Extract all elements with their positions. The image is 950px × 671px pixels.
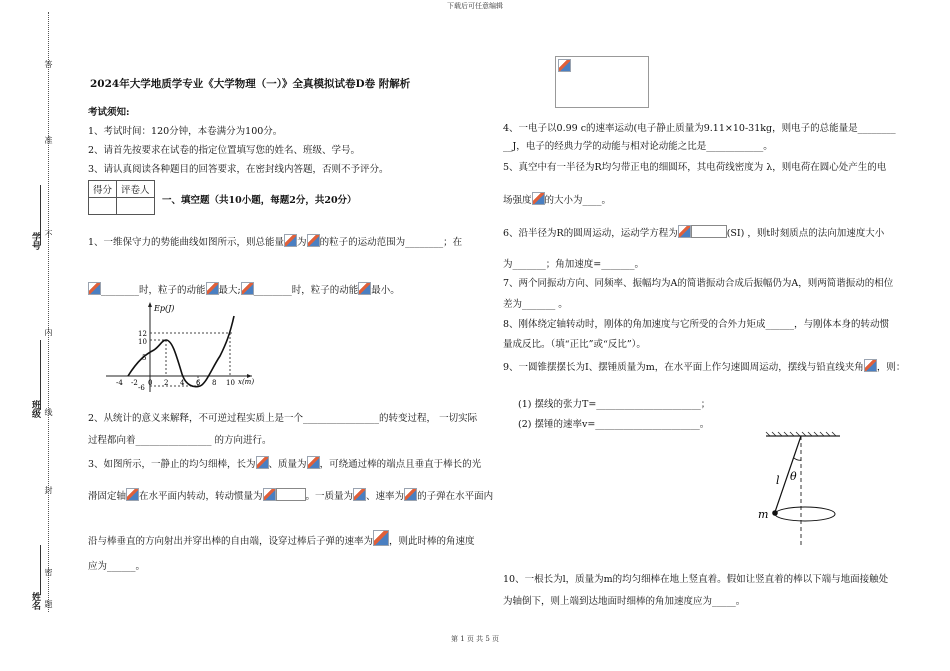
formula-image	[532, 192, 545, 205]
question-8: 8、刚体绕定轴转动时，刚体的角加速度与它所受的合外力矩成______，与刚体本身的转动惯	[503, 319, 890, 330]
x-tick: 0	[148, 379, 153, 387]
seal-char: 密	[44, 568, 53, 576]
formula-image	[307, 456, 320, 469]
seal-char: 准	[44, 136, 53, 144]
formula-image	[263, 488, 276, 501]
formula-box	[691, 225, 727, 238]
question-10-line2: 为轴倒下，则上端到达地面时细棒的角加速度应为_____。	[503, 596, 746, 607]
x-tick: 8	[212, 379, 217, 387]
length-label: l	[776, 474, 780, 487]
binding-dotted-line	[48, 12, 49, 612]
formula-image	[678, 225, 691, 238]
question-9: 9、一圆锥摆摆长为I、摆锤质量为m，在水平面上作匀速圆周运动，摆线与铅直线夹角 ，则：	[503, 359, 905, 374]
formula-image	[864, 359, 877, 372]
x-axis-label: x(m)	[238, 378, 255, 386]
formula-image	[404, 488, 417, 501]
question-7-line2: 差为_______ 。	[503, 299, 568, 310]
formula-image	[558, 59, 571, 72]
question-5-line2: 场强度 的大小为____。	[503, 192, 611, 207]
formula-image	[206, 282, 219, 295]
y-tick: 12	[138, 330, 147, 338]
class-field-line	[40, 340, 41, 410]
score-table	[88, 180, 155, 215]
formula-image	[373, 530, 389, 546]
question-1: 1、一维保守力的势能曲线如图所示，则总能量 为 的粒子的运动范围为________；在	[88, 234, 462, 249]
y-tick: 5	[142, 354, 147, 362]
y-axis-label: Ep(J)	[154, 304, 175, 313]
pendulum-bob	[772, 510, 778, 516]
grader-cell: 评卷人	[117, 181, 155, 198]
question-4: 4、一电子以0.99 c的速率运动(电子静止质量为9.11×10-31kg，则电子的总能量是________	[503, 123, 896, 134]
class-field: 班级	[30, 400, 40, 418]
formula-image	[88, 282, 101, 295]
question-10: 10、一根长为l，质量为m的均匀细棒在地上竖直着。假如让竖直着的棒以下端与地面接触处	[503, 574, 889, 585]
question-9-part1: (1) 摆线的张力T=______________________；	[518, 399, 711, 410]
formula-image	[241, 282, 254, 295]
question-3-line2: 滑固定轴 在水平面内转动，转动惯量为 。一质量为 、速率为 的子弹在水平面内	[88, 488, 493, 503]
formula-image	[307, 234, 320, 247]
formula-image	[284, 234, 297, 247]
x-tick: -2	[131, 379, 138, 387]
id-field-line	[40, 185, 41, 245]
formula-image	[353, 488, 366, 501]
document-title: 2024年大学地质学专业《大学物理（一）》全真模拟试卷D卷 附解析	[90, 78, 411, 90]
grader-input-cell[interactable]	[117, 198, 155, 215]
question-3-line3: 沿与棒垂直的方向射出并穿出棒的自由端，设穿过棒后子弹的速率为 ，则此时棒的角速度	[88, 530, 475, 548]
conical-pendulum-figure	[750, 430, 860, 550]
question-4-line2: __J，电子的经典力学的动能与相对论动能之比是____________。	[503, 141, 773, 152]
question-1-line2: ________时，粒子的动能 最大; ________时，粒子的动能 最小。	[88, 282, 400, 297]
notice-item: 1、考试时间：120分钟，本卷满分为100分。	[88, 126, 283, 137]
x-tick: 2	[164, 379, 169, 387]
score-cell: 得分	[89, 181, 117, 198]
y-tick: 10	[138, 338, 147, 346]
seal-char: 不	[44, 230, 53, 238]
question-6-line2: 为_______；角加速度=_______。	[503, 259, 644, 270]
seal-char: 封	[44, 486, 53, 494]
formula-image	[256, 456, 269, 469]
page-footer: 第 1 页 共 5 页	[450, 635, 500, 643]
section-heading: 一、填空题（共10小题，每题2分，共20分）	[162, 195, 357, 206]
seal-char: 答	[44, 60, 53, 68]
name-field-line	[40, 545, 41, 595]
name-field: 姓名	[30, 592, 40, 610]
seal-char: 题	[44, 600, 53, 608]
question-8-line2: 量成反比。（填“正比”或“反比”）。	[503, 339, 646, 350]
question-3-line4: 应为______。	[88, 561, 146, 572]
question-6: 6、沿半径为R的圆周运动，运动学方程为 (SI) ，则t时刻质点的法向加速度大小	[503, 225, 884, 240]
formula-image	[126, 488, 139, 501]
figure-box	[555, 56, 649, 108]
question-2: 2、从统计的意义来解释，不可逆过程实质上是一个________________的转变过程， 一切实际	[88, 413, 478, 424]
question-5: 5、真空中有一半径为R均匀带正电的细圆环，其电荷线密度为 λ，则电荷在圆心处产生的电	[503, 162, 887, 173]
theta-label: θ	[790, 470, 797, 483]
x-tick: 10	[226, 379, 235, 387]
mass-label: m	[758, 508, 769, 521]
notice-item: 3、请认真阅读各种题目的回答要求，在密封线内答题，否则不予评分。	[88, 164, 389, 175]
question-9-part2: (2) 摆锤的速率v=______________________。	[518, 419, 710, 430]
notice-heading: 考试须知:	[88, 107, 130, 118]
student-id-field: 学号	[30, 232, 40, 250]
question-3: 3、如图所示，一静止的均匀细棒，长为 、质量为 ，可绕通过棒的端点且垂直于棒长的光	[88, 456, 481, 471]
x-tick: -4	[116, 379, 123, 387]
question-2-line2: 过程都向着________________ 的方向进行。	[88, 435, 272, 446]
header-note: 下载后可任意编辑	[447, 2, 503, 10]
x-tick: 4	[180, 379, 185, 387]
circular-path	[775, 507, 835, 521]
question-7: 7、两个同振动方向、同频率、振幅均为A的简谐振动合成后振幅仍为A，则两简谐振动的相位	[503, 278, 894, 289]
x-tick: 6	[196, 379, 201, 387]
y-tick: -6	[138, 384, 145, 392]
potential-energy-graph	[102, 298, 258, 394]
seal-char: 线	[44, 408, 53, 416]
formula-box	[276, 488, 306, 501]
notice-item: 2、请首先按要求在试卷的指定位置填写您的姓名、班级、学号。	[88, 145, 361, 156]
seal-char: 内	[44, 328, 53, 336]
score-input-cell[interactable]	[89, 198, 117, 215]
formula-image	[358, 282, 371, 295]
